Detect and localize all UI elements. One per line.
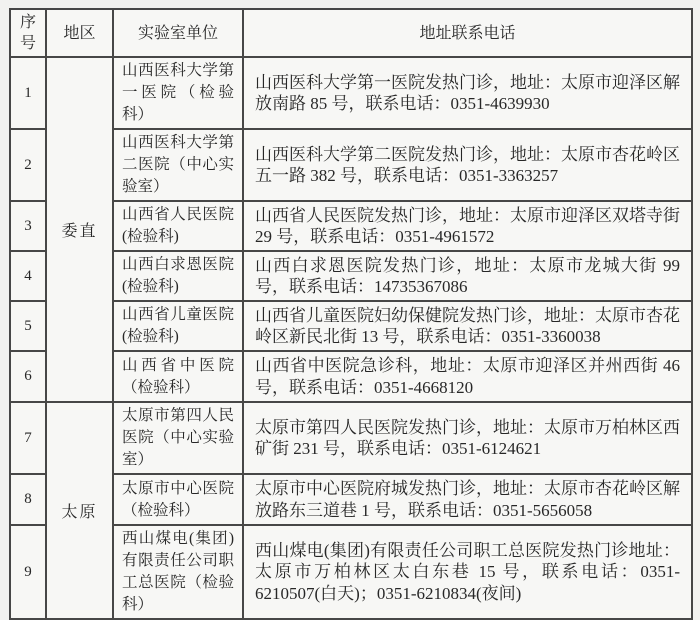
table-row xyxy=(10,201,692,251)
cell-lab-unit: 太原市第四人民医院（中心实验室） xyxy=(113,402,243,474)
cell-serial: 8 xyxy=(10,474,46,525)
cell-address: 太原市第四人民医院发热门诊，地址：太原市万柏林区西矿街 231 号，联系电话：0351-6124621 xyxy=(243,402,692,474)
cell-address: 山西医科大学第一医院发热门诊，地址：太原市迎泽区解放南路 85 号，联系电话：0351-4639930 xyxy=(243,57,692,129)
cell-serial: 7 xyxy=(10,402,46,474)
cell-serial: 9 xyxy=(10,525,46,619)
col-header-lab-unit: 实验室单位 xyxy=(113,9,243,57)
table-row xyxy=(10,402,692,474)
cell-lab-unit: 山西白求恩医院(检验科) xyxy=(113,251,243,301)
cell-address: 山西白求恩医院发热门诊，地址：太原市龙城大街 99 号，联系电话：14735367086 xyxy=(243,251,692,301)
table-row xyxy=(10,351,692,402)
cell-serial: 3 xyxy=(10,201,46,251)
col-header-serial: 序号 xyxy=(10,9,46,57)
cell-address: 山西医科大学第二医院发热门诊，地址：太原市杏花岭区五一路 382 号，联系电话：0351-3363257 xyxy=(243,129,692,201)
cell-lab-unit: 山西省人民医院(检验科) xyxy=(113,201,243,251)
table-row xyxy=(10,474,692,525)
cell-serial: 6 xyxy=(10,351,46,402)
table-row xyxy=(10,251,692,301)
cell-lab-unit: 西山煤电(集团)有限责任公司职工总医院（检验科） xyxy=(113,525,243,619)
cell-address: 西山煤电(集团)有限责任公司职工总医院发热门诊地址：太原市万柏林区太白东巷 15 号，联系电话：0351-6210507(白天)；0351-6210834(夜间) xyxy=(243,525,692,619)
cell-lab-unit: 太原市中心医院（检验科） xyxy=(113,474,243,525)
table-row xyxy=(10,57,692,129)
header-row xyxy=(10,9,692,57)
cell-address: 山西省儿童医院妇幼保健院发热门诊，地址：太原市杏花岭区新民北街 13 号，联系电话：0351-3360038 xyxy=(243,301,692,351)
cell-region-weizhi: 委直 xyxy=(46,57,113,402)
table-row xyxy=(10,301,692,351)
cell-lab-unit: 山西省儿童医院(检验科) xyxy=(113,301,243,351)
cell-serial: 5 xyxy=(10,301,46,351)
cell-lab-unit: 山西医科大学第一医院（检验科） xyxy=(113,57,243,129)
fever-clinic-lab-table xyxy=(9,8,693,620)
cell-lab-unit: 山西医科大学第二医院（中心实验室） xyxy=(113,129,243,201)
cell-address: 山西省中医院急诊科，地址：太原市迎泽区并州西街 46 号，联系电话：0351-4668120 xyxy=(243,351,692,402)
cell-region-taiyuan: 太原 xyxy=(46,402,113,619)
cell-lab-unit: 山西省中医院（检验科） xyxy=(113,351,243,402)
cell-address: 太原市中心医院府城发热门诊，地址：太原市杏花岭区解放路东三道巷 1 号，联系电话：0351-5656058 xyxy=(243,474,692,525)
cell-serial: 4 xyxy=(10,251,46,301)
cell-serial: 1 xyxy=(10,57,46,129)
cell-serial: 2 xyxy=(10,129,46,201)
col-header-address-phone: 地址联系电话 xyxy=(243,9,692,57)
cell-address: 山西省人民医院发热门诊，地址：太原市迎泽区双塔寺街 29 号，联系电话：0351-4961572 xyxy=(243,201,692,251)
col-header-region: 地区 xyxy=(46,9,113,57)
table-row xyxy=(10,129,692,201)
